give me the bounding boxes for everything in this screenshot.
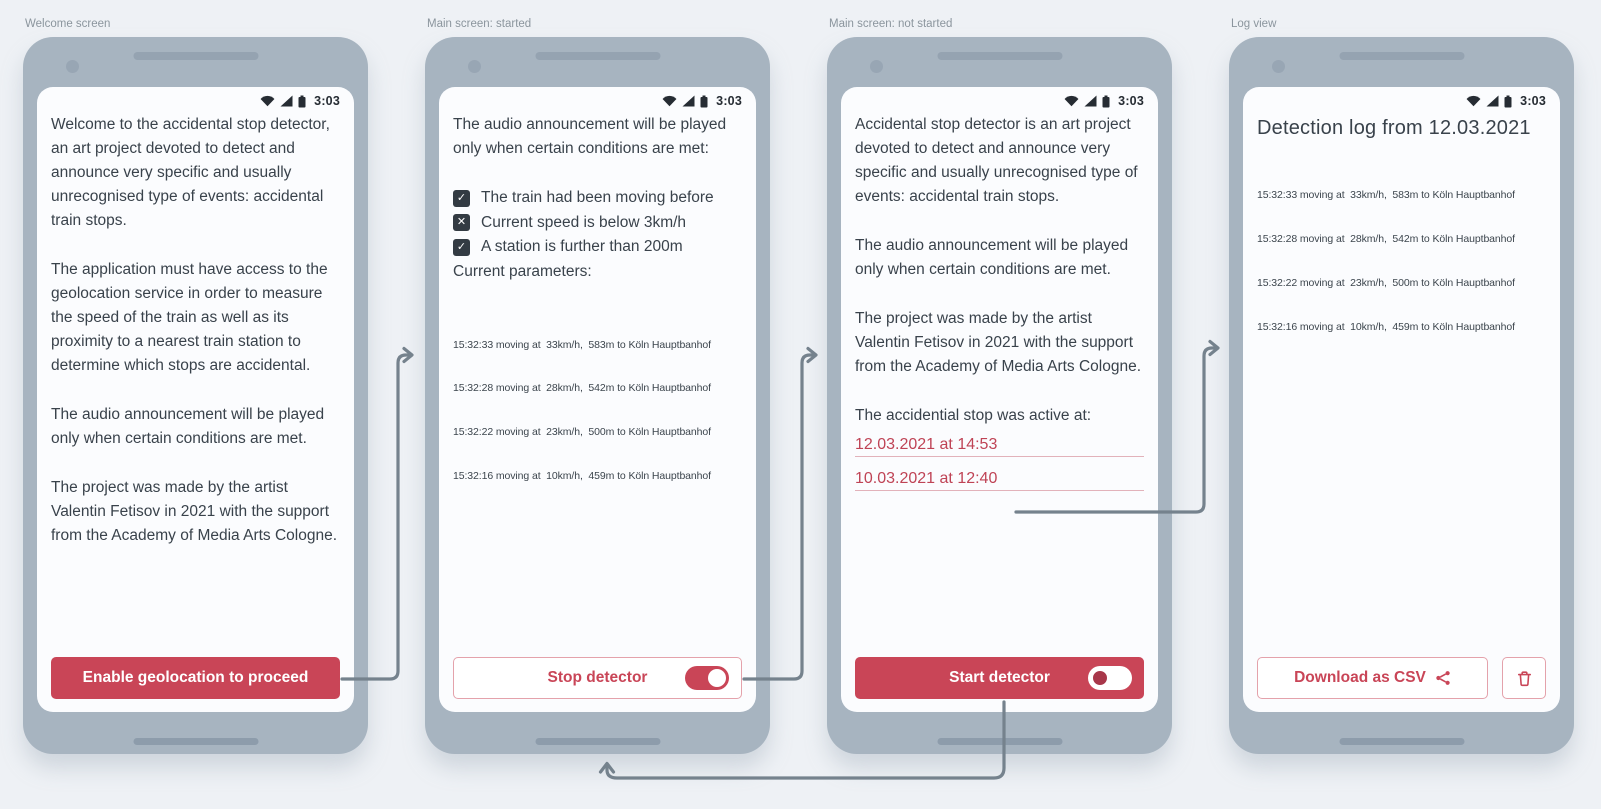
- app-screen: [841, 87, 1158, 712]
- screen-caption: Log view: [1231, 18, 1277, 30]
- screen-content: [1257, 113, 1546, 699]
- status-bar: [855, 93, 1144, 109]
- speaker-slot: [1339, 52, 1464, 60]
- home-indicator[interactable]: [937, 738, 1062, 745]
- log-line: 15:32:22 moving at 23km/h, 500m to Köln Hauptbanhof: [1257, 276, 1515, 289]
- condition-label: Current speed is below 3km/h: [481, 213, 687, 231]
- clock-text: 3:03: [314, 94, 340, 108]
- checkbox-checked[interactable]: ✓: [453, 190, 470, 207]
- clock-text: 3:03: [1118, 94, 1144, 108]
- enable-geolocation-button[interactable]: [51, 657, 340, 699]
- flow-arrowhead: [601, 764, 614, 773]
- app-screen: [1243, 87, 1560, 712]
- flow-arrowhead: [1210, 342, 1218, 355]
- paragraph: The audio announcement will be played only when certain conditions are met.: [855, 237, 1129, 278]
- detection-log-title: Detection log from 12.03.2021: [1257, 117, 1531, 139]
- paragraph: Welcome to the accidental stop detector, an art project devoted to detect and announce very specific and usually unrecognised type of events: accidental train stops.: [51, 116, 330, 229]
- phone-bezel: [425, 37, 770, 754]
- screen-caption: Welcome screen: [25, 18, 111, 30]
- speaker-slot: [535, 52, 660, 60]
- toggle-knob: [708, 669, 726, 687]
- phone-bezel: [23, 37, 368, 754]
- phone-log-view: [1229, 18, 1574, 754]
- clock-text: 3:03: [1520, 94, 1546, 108]
- log-date-link[interactable]: 10.03.2021 at 12:40: [855, 468, 1144, 491]
- detection-log: [1257, 159, 1546, 363]
- condition-row: [453, 211, 742, 236]
- home-indicator[interactable]: [1339, 738, 1464, 745]
- app-screen: [439, 87, 756, 712]
- log-line: 15:32:16 moving at 10km/h, 459m to Köln Hauptbanhof: [1257, 320, 1515, 333]
- log-line: 15:32:28 moving at 28km/h, 542m to Köln Hauptbanhof: [1257, 232, 1515, 245]
- flow-arrowhead: [808, 349, 816, 362]
- screen-content: [51, 113, 340, 699]
- parameter-log: [453, 309, 742, 513]
- log-line: 15:32:33 moving at 33km/h, 583m to Köln Hauptbanhof: [1257, 189, 1515, 202]
- status-bar: [51, 93, 340, 109]
- battery-icon: [1504, 95, 1512, 108]
- paragraph: The audio announcement will be played only when certain conditions are met.: [51, 406, 325, 447]
- wifi-icon: [662, 95, 677, 107]
- toggle-knob: [1091, 669, 1109, 687]
- screen-caption: Main screen: not started: [829, 18, 953, 30]
- paragraph: Accidental stop detector is an art project devoted to detect and announce very specific and usually unrecognised type of events: accidental train stops.: [855, 116, 1138, 205]
- cellular-signal-icon: [682, 95, 695, 107]
- download-csv-button[interactable]: [1257, 657, 1488, 699]
- phone-bezel: [1229, 37, 1574, 754]
- phone-bezel: [827, 37, 1172, 754]
- flow-arrowhead: [404, 349, 412, 362]
- cellular-signal-icon: [1486, 95, 1499, 107]
- current-parameters-heading: Current parameters:: [453, 262, 592, 280]
- phone-welcome-screen: [23, 18, 368, 754]
- detector-toggle-on[interactable]: [685, 666, 729, 690]
- status-bar: [453, 93, 742, 109]
- screen-content: [453, 113, 742, 699]
- log-line: 15:32:22 moving at 23km/h, 500m to Köln Hauptbanhof: [453, 426, 711, 439]
- camera-dot: [1272, 60, 1285, 73]
- condition-row: [453, 186, 742, 211]
- cellular-signal-icon: [280, 95, 293, 107]
- detector-toggle-off[interactable]: [1088, 666, 1132, 690]
- button-label: Stop detector: [547, 669, 648, 686]
- status-bar: [1257, 93, 1546, 109]
- camera-dot: [870, 60, 883, 73]
- camera-dot: [468, 60, 481, 73]
- condition-row: [453, 235, 742, 260]
- button-label: Start detector: [949, 669, 1050, 686]
- camera-dot: [66, 60, 79, 73]
- condition-label: The train had been moving before: [481, 189, 714, 207]
- wifi-icon: [1466, 95, 1481, 107]
- home-indicator[interactable]: [133, 738, 258, 745]
- log-line: 15:32:16 moving at 10km/h, 459m to Köln Hauptbanhof: [453, 470, 711, 483]
- log-line: 15:32:33 moving at 33km/h, 583m to Köln Hauptbanhof: [453, 338, 711, 351]
- wifi-icon: [260, 95, 275, 107]
- button-label: Download as CSV: [1294, 669, 1426, 686]
- battery-icon: [298, 95, 306, 108]
- phone-main-screen-not-started: [827, 18, 1172, 754]
- condition-label: A station is further than 200m: [481, 238, 683, 256]
- clock-text: 3:03: [716, 94, 742, 108]
- delete-log-button[interactable]: [1502, 657, 1546, 699]
- battery-icon: [1102, 95, 1110, 108]
- screen-caption: Main screen: started: [427, 18, 532, 30]
- cellular-signal-icon: [1084, 95, 1097, 107]
- button-label: Enable geolocation to proceed: [82, 669, 309, 686]
- paragraph: The audio announcement will be played only when certain conditions are met:: [453, 116, 727, 157]
- stop-detector-button[interactable]: [453, 657, 742, 699]
- checkbox-checked[interactable]: ✓: [453, 239, 470, 256]
- paragraph: The project was made by the artist Valentin Fetisov in 2021 with the support from the Academy of Media Arts Cologne.: [855, 310, 1142, 375]
- speaker-slot: [937, 52, 1062, 60]
- speaker-slot: [133, 52, 258, 60]
- home-indicator[interactable]: [535, 738, 660, 745]
- paragraph: The project was made by the artist Valentin Fetisov in 2021 with the support from the Academy of Media Arts Cologne.: [51, 479, 338, 544]
- conditions-checklist: [453, 186, 742, 260]
- checkbox-crossed[interactable]: ✕: [453, 214, 470, 231]
- app-screen: [37, 87, 354, 712]
- battery-icon: [700, 95, 708, 108]
- active-at-heading: The accidential stop was active at:: [855, 407, 1092, 424]
- paragraph: The application must have access to the geolocation service in order to measure the speed of the train as well as its proximity to a nearest train station to determine which stops are accidental.: [51, 261, 328, 374]
- share-icon: [1435, 670, 1451, 686]
- log-date-link[interactable]: 12.03.2021 at 14:53: [855, 434, 1144, 457]
- screen-content: [855, 113, 1144, 699]
- wifi-icon: [1064, 95, 1079, 107]
- log-line: 15:32:28 moving at 28km/h, 542m to Köln Hauptbanhof: [453, 382, 711, 395]
- phone-main-screen-started: [425, 18, 770, 754]
- start-detector-button[interactable]: [855, 657, 1144, 699]
- trash-icon: [1516, 670, 1533, 687]
